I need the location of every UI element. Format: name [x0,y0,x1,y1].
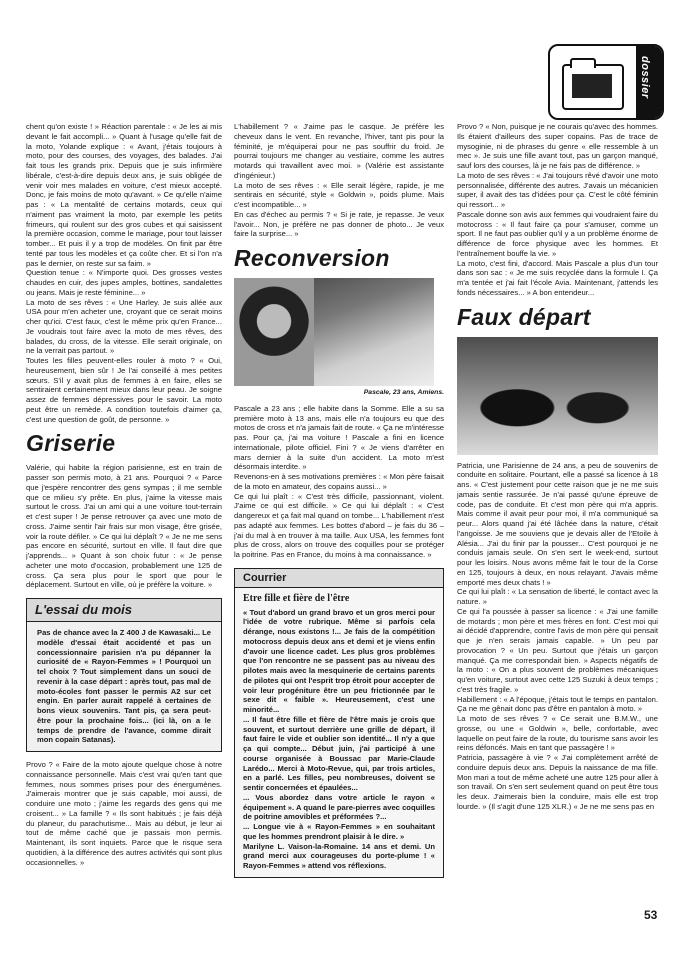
article-paragraph: La moto de ses rêves : « Une Harley. Je suis allée aux USA pour m'en acheter une, croyant que ce serait moins cher qu'ici. C'est faux, c'est le même prix qu'en France... Je voudrais tout faire avec la moto de mes rêves, des balades, du cross, de la vitesse. Elle serait originale, on ne la verrait pas partout. » [26,297,222,356]
article-paragraph: Habillement : « A l'époque, j'étais tout le temps en pantalon. Ça ne me gênait donc pas d'être en pantalon à moto. » [457,694,658,714]
courrier-box-body: ... Vous abordez dans votre article le rayon « équipement ». A quand le pare-pierres avec coquilles de poitrine amovibles et préformées ?... [243,792,435,822]
essai-box-body: Pas de chance avec la Z 400 J de Kawasaki... Le modèle d'essai était accidenté et pas un concessionnaire parisien n'a pu dépanner la curiosité de « Rayon-Femmes » ! Pourquoi un tel choix ? Tout simplement dans un souci de revenir à la case départ : après tout, pas mal de moto-écoles font passer le permis A2 sur cet engin. En parler aurait rappelé à certaines de bons vieux souvenirs. Tant pis, ça sera peut-être pour la prochaine fois... (ici là, on a le temps de prendre de l'avance, comme dirait mon copain Satanas). [37,628,211,745]
courrier-box-body: ... Longue vie à « Rayon-Femmes » en souhaitant que les hommes prendront plaisir à le dire. » [243,822,435,841]
courrier-box-body: ... Il faut être fille et fière de l'être mais je crois que souvent, et surtout derrière une grille de départ, il faut faire le vide et oublier son identité... Il n'y a que ça qui compte... Début juin, j'ai participé à une course organisée à Boussac par Marie-Claude Larédo... Merci à Moto-Revue, qui, par trois articles, en a parlé. Les filles, peu nombreuses, doivent se sentir concernées et épaulées... [243,714,435,792]
folder-icon [562,64,624,110]
essai-box-title: L'essai du mois [27,599,221,622]
photo-motorcycle [457,337,658,455]
article-paragraph: Ce qui l'a poussée à passer sa licence : « J'ai une famille de motards ; mon père et mes frères en font. C'est moi qui ai décidé d'apprendre, contre l'avis de mon père qui pensait que je n'en serais jamais capable. » Un peu par provocation ? « Un peu. Surtout que j'étais un garçon manqué. Ça me correspondait bien. » Aspects négatifs de la moto : « On a plus souvent de problèmes mécaniques qu'en voiture, surtout avec cette 125 Suzuki à deux temps ; c'est très fragile. » [457,606,658,694]
section-heading-griserie: Griserie [26,430,116,457]
section-heading-reconversion: Reconversion [234,245,390,271]
column-middle [234,122,444,912]
courrier-box-signature: Marilyne L. Vaison-la-Romaine. 14 ans et demi. Un grand merci aux courageuses du porte-plume ! « Rayon-Femmes » attend vos réflexions. [243,841,435,870]
photo-pascale [234,278,434,386]
article-paragraph: En cas d'échec au permis ? « Si je rate, je repasse. Je veux l'avoir... Non, je préfère ne pas donner de photo... Je veux faire la surprise... » [234,209,444,239]
article-paragraph: La moto, c'est fini, d'accord. Mais Pascale a plus d'un tour dans son sac : « Je me suis recyclée dans la formule I. Ça m'a tentée et j'ai fait l'école Avia. Maintenant, j'attends les fonds nécessaires... » A bon entendeur... [457,258,658,297]
article-paragraph: Pascale a 23 ans ; elle habite dans la Somme. Elle a su sa première moto à 13 ans, mais elle n'a toujours eu que des motos de cross et n'a jamais fait de route. « Ça ne m'intéresse pas. Pour ça, j'ai ma voiture ! Pascale a fini en licence internationale, pilote officiel. Fini ? « Je viens d'arrêter en mars dernier à la suite d'un accident. La moto m'est désormais interdite. » [234,403,444,472]
article-paragraph: L'habillement ? « J'aime pas le casque. Je préfère les cheveux dans le vent. En revanche, l'hiver, tant pis pour la féminité, je m'équiperai pour ne pas souffrir du froid. Je pourrai toujours me changer au vestiaire, comme les autres motards qui travaillent avec moi. » (Valérie est assistante d'ingénieur.) [234,122,444,180]
article-paragraph: Patricia, une Parisienne de 24 ans, a peu de souvenirs de conduite en solitaire. Pourtant, elle a passé sa licence à 18 ans. « C'est justement pour cette raison que je ne me suis jamais sentie rassurée. Je n'ai passé qu'une épreuve de code, pas de conduite. Et c'est mon père qui m'a appris. Mais comme il avait peur pour moi, il m'a communiqué sa peur... Alors quand j'ai été lâchée dans la nature, c'était l'angoisse. Je me souviens que je devais aller de l'Etoile à Alésia... J'ai du finir par la pousser... C'est pourquoi je ne conduis jamais seule. On s'en sert le week-end, surtout pour les loisirs. Nous avons même fait le tour de la Corse en 125, toujours à deux, en nous relayant. J'avais même emporté mes deux chats ! » [457,460,658,587]
dossier-logo [548,44,664,120]
portrait-image [234,278,314,386]
photo-caption: Pascale, 23 ans, Amiens. [363,389,444,396]
article-paragraph: Patricia, passagère à vie ? « J'ai complètement arrêté de conduire depuis deux ans. Depuis la naissance de ma fille. Mon mari a tout de même acheté une autre 125 pour aller à son travail. On s'en sert seulement quand on peut être tous les deux. J'aimerais bien la conduire, mais elle est trop lourde. » (Il s'agit d'une 125 XLR.) « Je ne me sens pas en [457,753,658,811]
article-paragraph: Question tenue : « N'importe quoi. Des grosses vestes chaudes en cuir, des jupes amples, bottines, sandalettes ou jeans. Mais je reste féminine... » [26,268,222,297]
column-right [457,122,658,922]
page-number: 53 [644,908,658,922]
dossier-label: dossier [639,56,651,99]
courrier-box-subtitle: Etre fille et fière de l'être [243,592,350,604]
essai-du-mois-box [26,598,222,752]
article-paragraph: Valérie, qui habite la région parisienne, est en train de passer son permis moto, à 21 ans. Pourquoi ? « Parce que j'espère rencontrer des gens sympas ; il me semble que ce milieu s'y prête. En plus, j'aime la vitesse mais surtout le cross. J'ai un ami qui a une voiture tout-terrain et c'est super ! Je pense retrouver ça avec une moto de cross. J'aime sentir l'air frais sur mon visage, être grisée, voir la route défiler. » Ce qui lui déplaît ? « Je ne me sens pas encore en sécurité, surtout en ville. Il faut dire que j'apprends... » Quant à son choix futur : « Je pense acheter une moto d'occasion, probablement une 125 de cross. Ça sera plus pour le sport que pour le déplacement. Surtout en ville, où je préfère la voiture. » [26,463,222,590]
courrier-box [234,568,444,878]
article-paragraph: Ce qui lui plaît : « C'est très difficile, passionnant, violent. J'aime ce qui est difficile. » Ce qui lui déplaît : « C'est dangereux et ça fait mal quand on tombe... L'habillement n'est pas adapté aux femmes. Les bottes d'abord – je fais du 36 – j'ai du mal à en trouver à ma taille. Aux USA, les femmes font plus de cross, alors on trouve des coquilles pour se protéger la poitrine. Pas en France, du moins à ma connaissance. » [234,491,444,559]
dossier-tab [636,46,662,118]
courrier-box-title: Courrier [235,569,443,588]
article-paragraph: Provo ? « Non, puisque je ne courais qu'avec des hommes. Ils étaient d'ailleurs des super copains. Pas de trace de mysoginie, ni de phrases du genre « elle ressemble à un mec ». Je suis une fille avant tout, pas un garçon manqué, sauf lors des courses, là je ne fais pas de différence. » [457,122,658,170]
column-left [26,122,222,912]
article-paragraph: La moto de ses rêves : « J'ai toujours rêvé d'avoir une moto personnalisée, différente des autres. J'avais un mécanicien super, il avait des tas d'idées pour ça. C'est le côté féminin qui ressort... » [457,170,658,209]
article-paragraph: Provo ? « Faire de la moto ajoute quelque chose à notre connaissance personnelle. Mais c'est vrai qu'en tant que femmes, nous sommes prises pour des énergumènes. J'aimerais montrer que je suis capable, moi aussi, de conduire une moto ; j'aime les regards des gens qui me croisent... » La famille ? « Ils sont habitués ; je fais déjà du planeur, du parachutisme... Mais au début, je leur ai tout de même caché que je passais mon permis. Maintenant, ils sont inquiets. Parce que le risque sera quotidien, à la différence des autres activités qui sont plus occasionnelles. » [26,760,222,867]
article-paragraph: Toutes les filles peuvent-elles rouler à moto ? « Oui, heureusement, bien sûr ! Je l'ai conseillé à mes petites sœurs. S'il y avait plus de femmes à en faire, elles se sentiraient certainement mieux dans leur peau. Je soigne assez de femmes dépressives pour le savoir. La moto peut être un remède. A condition toutefois d'aimer ça, c'est une question de goût, de personne. » [26,356,222,424]
article-paragraph: Revenons-en à ses motivations premières : « Mon père faisait de la moto en amateur, des copains aussi... » [234,472,444,491]
article-paragraph: Ce qui lui plaît : « La sensation de liberté, le contact avec la nature. » [457,587,658,606]
article-paragraph: chent qu'on existe ! » Réaction parentale : « Je les ai mis devant le fait accompli... » Quant à l'usage qu'elle fait de la moto, Yolande explique : « Avant, j'étais toujours à moto, pour des courses, des voyages, des balades. J'ai fait tous les grands prix. Depuis que je suis infirmière libérale, c'est-à-dire depuis deux ans, je suis obligée de venir voir mes malades en voiture, c'est mieux accepté. Donc, je fais moins de moto qu'avant. » Ce qu'elle n'aime pas : « La mentalité de certains motards, ceux qui n'aiment pas vraiment la moto, par exemple les petits frimeurs, qui roulent sur des gros cubes et qui saisissent la première occasion, comme le mariage, pour tout laisser tomber... Et puis il y a trop de modèles. On finit par être tenté par tous les modèles et ça coûte cher. Et si l'on n'a pas le dernier, on reste sur sa faim. » [26,122,222,268]
section-heading-faux-depart: Faux départ [457,303,591,330]
article-paragraph: Pascale donne son avis aux femmes qui voudraient faire du motocross : « Il faut faire ça pour s'amuser, comme un sport. Il ne faut pas oublier qu'il y a un problème énorme de différence de force physique avec les hommes. Et l'entraînement bouffe la vie. » [457,209,658,258]
article-paragraph: La moto de ses rêves ? « Ce serait une B.M.W., une grosse, ou une « Goldwin », belle, confortable, avec laquelle on peut faire de la route, du tourisme sans avoir les reins défoncés. Mais en tant que passagère ! » [457,714,658,753]
courrier-box-body: « Tout d'abord un grand bravo et un gros merci pour l'idée de votre rubrique. Même si parfois cela dérange, nous existons !... Je fais de la compétition motocross depuis deux ans et demi et je viens enfin d'avoir une licence cadet. Les plus gros problèmes que l'on rencontre ne se passent pas au niveau des pilotes mais avec la mesquinerie de certains parents de pilotes qui ont l'esprit trop étroit pour accepter de voir leur progéniture être un peu frictionnée par le sexe dit « faible ». Heureusement, c'est une minorité... [243,607,435,714]
article-paragraph: La moto de ses rêves : « Elle serait légère, rapide, je me sentirais en sécurité, style « Goldwin », poids plume. Mais c'est incompatible... » [234,180,444,209]
